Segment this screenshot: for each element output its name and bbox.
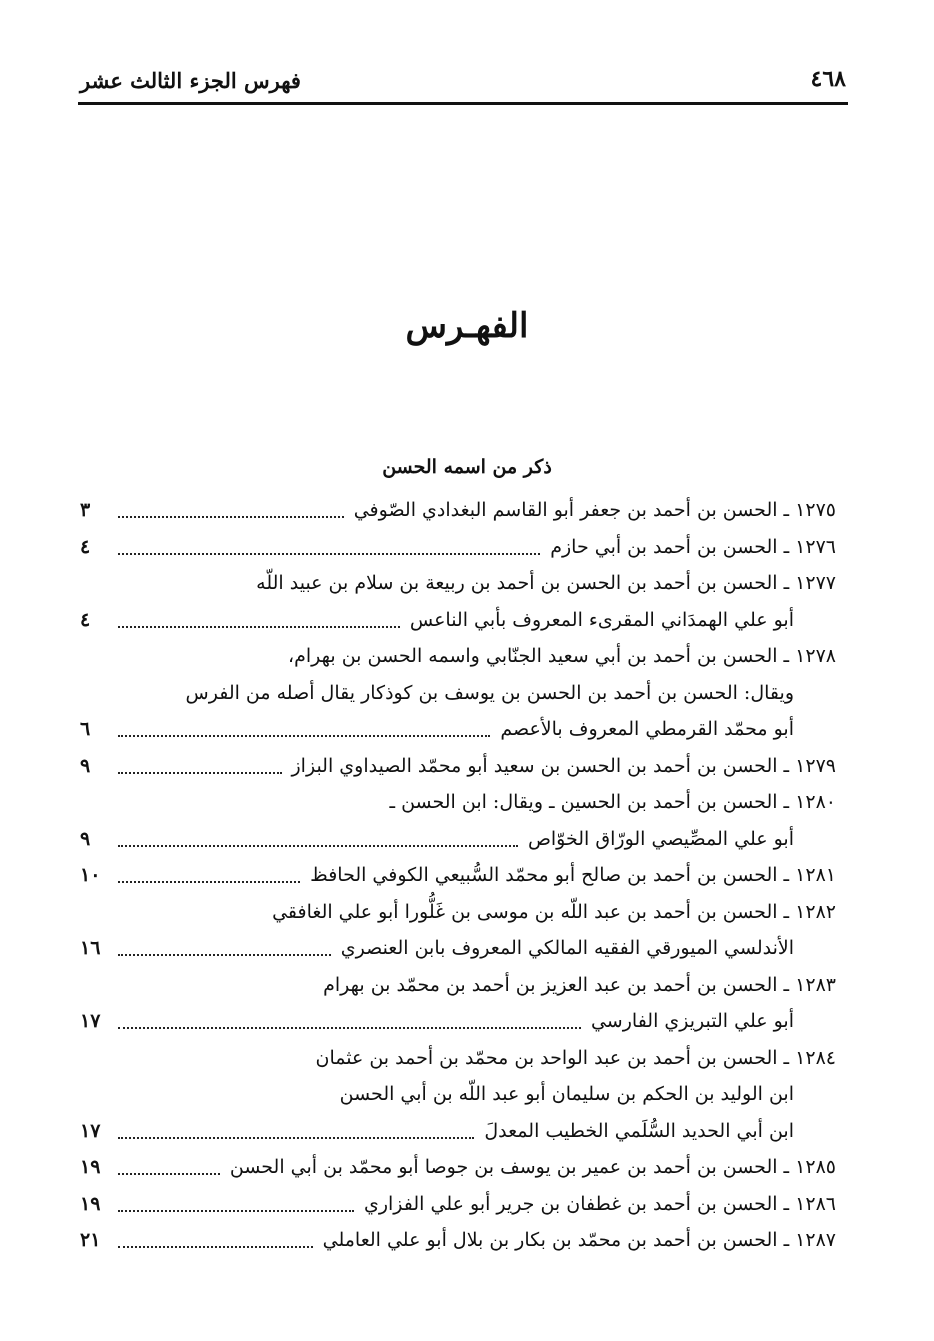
running-title: فهرس الجزء الثالث عشر bbox=[80, 68, 301, 93]
toc-entry bbox=[80, 1186, 836, 1223]
entry-text: أبو علي المصِّيصي الورّاق الخوّاص bbox=[527, 827, 794, 850]
dot-leader bbox=[118, 952, 331, 956]
entry-text: ابن الوليد بن الحكم بن سليمان أبو عبد اللّه بن أبي الحسن bbox=[339, 1083, 794, 1105]
entry-page: ١٦ bbox=[80, 937, 101, 959]
entry-page: ٩ bbox=[80, 754, 91, 777]
entry-page: ٤ bbox=[80, 608, 91, 631]
toc-entry bbox=[80, 967, 836, 1004]
table-of-contents bbox=[80, 492, 836, 1259]
entry-text: الأندلسي الميورقي الفقيه المالكي المعروف بابن العنصري bbox=[340, 937, 794, 959]
entry-text: ١٢٨٢ ـ الحسن بن أحمد بن عبد اللّه بن موسى بن غَلُّورا أبو علي الغافقي bbox=[272, 900, 836, 923]
dot-leader bbox=[118, 879, 300, 883]
entry-text: ١٢٨٧ ـ الحسن بن أحمد بن محمّد بن بكار بن بلال أبو علي العاملي bbox=[322, 1229, 836, 1251]
dot-leader bbox=[118, 1208, 354, 1212]
entry-text: ١٢٨٠ ـ الحسن بن أحمد بن الحسين ـ ويقال: ابن الحسن ـ bbox=[389, 791, 836, 813]
dot-leader bbox=[118, 1171, 220, 1175]
entry-page: ٢١ bbox=[80, 1229, 101, 1251]
toc-entry bbox=[80, 1040, 836, 1077]
toc-entry bbox=[80, 638, 836, 675]
toc-entry bbox=[80, 784, 836, 821]
toc-entry bbox=[80, 492, 836, 529]
entry-text: أبو علي التبريزي الفارسي bbox=[590, 1010, 794, 1032]
entry-text: أبو محمّد القرمطي المعروف بالأعصم bbox=[500, 718, 794, 740]
dot-leader bbox=[118, 514, 344, 518]
dot-leader bbox=[118, 624, 400, 628]
entry-page: ١٠ bbox=[80, 864, 101, 886]
entry-text: ١٢٨١ ـ الحسن بن أحمد بن صالح أبو محمّد السُّبيعي الكوفي الحافظ bbox=[310, 864, 836, 886]
entry-text: ١٢٨٥ ـ الحسن بن أحمد بن عمير بن يوسف بن جوصا أبو محمّد بن أبي الحسن bbox=[229, 1156, 836, 1178]
entry-text: ١٢٧٨ ـ الحسن بن أحمد بن أبي سعيد الجنّابي واسمه الحسن بن بهرام، bbox=[287, 645, 836, 667]
entry-text: ١٢٧٧ ـ الحسن بن أحمد بن الحسن بن أحمد بن ربيعة بن سلام بن عبيد اللّه bbox=[256, 572, 836, 594]
entry-page: ١٩ bbox=[80, 1156, 101, 1178]
page-number: ٤٦٨ bbox=[810, 66, 846, 92]
toc-entry-continuation bbox=[80, 675, 836, 712]
entry-text: ابن أبي الحديد السُّلَمي الخطيب المعدلَ bbox=[484, 1119, 794, 1142]
section-heading: ذكر من اسمه الحسن bbox=[382, 456, 552, 478]
toc-entry bbox=[80, 894, 836, 931]
dot-leader bbox=[118, 770, 282, 774]
entry-page: ١٧ bbox=[80, 1119, 101, 1142]
entry-text: أبو علي الهمدَاني المقرىء المعروف بأبي الناعس bbox=[409, 608, 794, 631]
toc-entry-continuation bbox=[80, 821, 836, 858]
entry-text: ١٢٧٦ ـ الحسن بن أحمد بن أبي حازم bbox=[550, 535, 836, 558]
dot-leader bbox=[118, 1244, 313, 1248]
entry-page: ٣ bbox=[80, 499, 91, 521]
toc-entry bbox=[80, 565, 836, 602]
entry-page: ٦ bbox=[80, 718, 91, 740]
dot-leader bbox=[118, 733, 490, 737]
toc-entry bbox=[80, 857, 836, 894]
toc-entry-continuation bbox=[80, 930, 836, 967]
entry-page: ٩ bbox=[80, 827, 91, 850]
entry-text: ١٢٨٦ ـ الحسن بن أحمد بن غطفان بن جرير أبو علي الفزاري bbox=[363, 1192, 836, 1215]
toc-entry-continuation bbox=[80, 1003, 836, 1040]
toc-entry-continuation bbox=[80, 1113, 836, 1150]
entry-page: ١٧ bbox=[80, 1010, 101, 1032]
toc-entry bbox=[80, 1222, 836, 1259]
dot-leader bbox=[118, 1025, 581, 1029]
entry-text: ١٢٨٤ ـ الحسن بن أحمد بن عبد الواحد بن محمّد بن أحمد بن عثمان bbox=[315, 1046, 836, 1069]
dot-leader bbox=[118, 843, 518, 847]
page-title: الفهـرس bbox=[405, 306, 529, 346]
toc-entry bbox=[80, 529, 836, 566]
entry-text: ١٢٧٥ ـ الحسن بن أحمد بن جعفر أبو القاسم البغدادي الصّوفي bbox=[353, 499, 836, 521]
running-header bbox=[78, 62, 848, 105]
toc-entry bbox=[80, 1149, 836, 1186]
toc-entry bbox=[80, 748, 836, 785]
dot-leader bbox=[118, 1135, 474, 1139]
toc-entry-continuation bbox=[80, 602, 836, 639]
toc-entry-continuation bbox=[80, 711, 836, 748]
dot-leader bbox=[118, 551, 540, 555]
entry-text: ويقال: الحسن بن أحمد بن الحسن بن يوسف بن كوذكار يقال أصله من الفرس bbox=[185, 681, 794, 704]
toc-entry-continuation bbox=[80, 1076, 836, 1113]
entry-page: ١٩ bbox=[80, 1192, 101, 1215]
entry-text: ١٢٧٩ ـ الحسن بن أحمد بن الحسن بن سعيد أبو محمّد الصيداوي البزاز bbox=[291, 754, 836, 777]
entry-text: ١٢٨٣ ـ الحسن بن أحمد بن عبد العزيز بن أحمد بن محمّد بن بهرام bbox=[323, 973, 836, 996]
entry-page: ٤ bbox=[80, 535, 91, 558]
